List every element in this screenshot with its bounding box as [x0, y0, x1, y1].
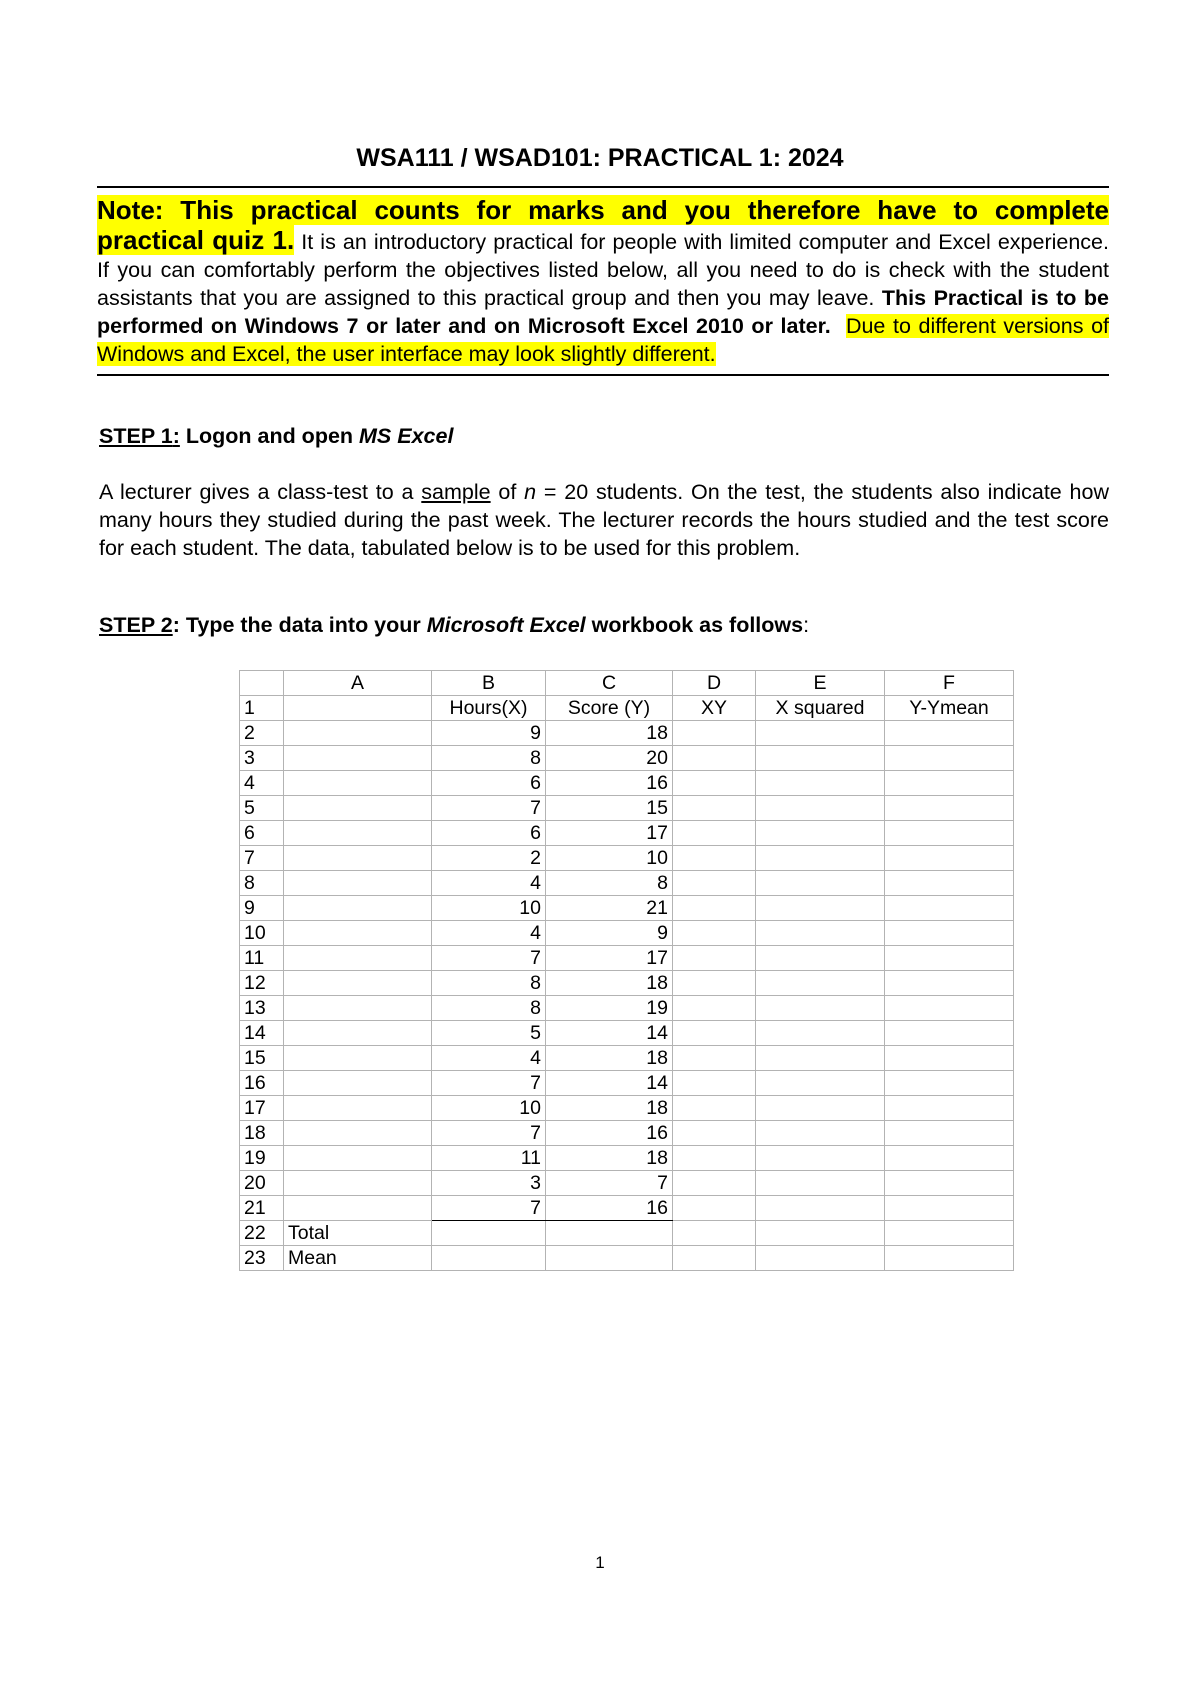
table-cell: [284, 996, 432, 1021]
table-row: [240, 921, 1014, 946]
table-cell: 19: [546, 996, 673, 1021]
note-warning: Due to different versions of Windows and Excel, the user interface may look slightly different.: [97, 314, 1109, 366]
table-cell: 16: [546, 1121, 673, 1146]
table-cell: [885, 721, 1014, 746]
table-cell: [756, 946, 885, 971]
row-number: 8: [240, 871, 284, 896]
row-number: 6: [240, 821, 284, 846]
table-row: [240, 971, 1014, 996]
table-cell: [546, 1246, 673, 1271]
table-cell: [284, 796, 432, 821]
row-label: Mean: [284, 1246, 432, 1271]
table-row: [240, 696, 1014, 721]
table-cell: [673, 746, 756, 771]
table-row: [240, 996, 1014, 1021]
note-paragraph: [97, 196, 1109, 368]
step1-heading: [99, 424, 453, 449]
table-cell: [284, 1021, 432, 1046]
para-part3: = 20 students. On the test, the students also indicate how many hours they studied during the past week. The lecturer records the hours studied and the test score for each student. The data, tabulated below is to be used for this problem.: [99, 480, 1110, 560]
table-cell: [673, 1046, 756, 1071]
table-cell: [885, 796, 1014, 821]
table-cell: [756, 1246, 885, 1271]
row-number: 12: [240, 971, 284, 996]
table-cell: 8: [432, 746, 546, 771]
column-letter: E: [756, 671, 885, 696]
note-body: It is an introductory practical for people with limited computer and Excel experience. If you can comfortably perform the objectives listed below, all you need to do is check with the student assistants that you are assigned to this practical group and then you may leave.: [97, 230, 1109, 310]
header-cell: [284, 696, 432, 721]
table-cell: [284, 1171, 432, 1196]
table-cell: 14: [546, 1021, 673, 1046]
table-cell: 11: [432, 1146, 546, 1171]
table-cell: 4: [432, 921, 546, 946]
table-row: [240, 871, 1014, 896]
table-cell: [284, 1146, 432, 1171]
table-cell: [885, 846, 1014, 871]
table-cell: [756, 1146, 885, 1171]
row-number: 7: [240, 846, 284, 871]
row-number: 2: [240, 721, 284, 746]
table-cell: 10: [432, 896, 546, 921]
table-cell: [756, 796, 885, 821]
table-cell: [673, 971, 756, 996]
corner-cell: [240, 671, 284, 696]
table-cell: [756, 1046, 885, 1071]
table-cell: 2: [432, 846, 546, 871]
row-number: 13: [240, 996, 284, 1021]
table-cell: 18: [546, 1096, 673, 1121]
table-cell: [673, 846, 756, 871]
table-cell: [673, 1246, 756, 1271]
row-number: 16: [240, 1071, 284, 1096]
table-cell: [885, 771, 1014, 796]
table-cell: [756, 971, 885, 996]
table-cell: [756, 1196, 885, 1221]
para-part2: of: [490, 480, 525, 504]
problem-paragraph: [99, 478, 1109, 562]
table-cell: [673, 1121, 756, 1146]
table-cell: [284, 1046, 432, 1071]
table-cell: [756, 1221, 885, 1246]
table-cell: [673, 821, 756, 846]
step2-label: STEP 2: [99, 613, 173, 637]
column-letter: B: [432, 671, 546, 696]
step1-label: STEP 1: [99, 424, 173, 448]
table-row: [240, 1071, 1014, 1096]
table-cell: [546, 1221, 673, 1246]
row-label: Total: [284, 1221, 432, 1246]
para-n: n: [524, 480, 537, 504]
table-cell: [284, 771, 432, 796]
table-cell: [885, 1046, 1014, 1071]
table-cell: 8: [432, 971, 546, 996]
table-row: [240, 721, 1014, 746]
spreadsheet-table: [239, 670, 1014, 1271]
step2-heading: [99, 613, 809, 638]
table-cell: 6: [432, 771, 546, 796]
table-row: [240, 1021, 1014, 1046]
table-row: [240, 796, 1014, 821]
table-cell: [673, 946, 756, 971]
table-cell: [284, 821, 432, 846]
table-cell: [885, 896, 1014, 921]
table-cell: [673, 921, 756, 946]
table-cell: [885, 1121, 1014, 1146]
header-cell: Y-Ymean: [885, 696, 1014, 721]
step2-text2: workbook as follows: [585, 613, 804, 637]
table-cell: 3: [432, 1171, 546, 1196]
table-cell: 15: [546, 796, 673, 821]
row-number: 5: [240, 796, 284, 821]
table-cell: [673, 1171, 756, 1196]
table-cell: [673, 721, 756, 746]
column-letter: A: [284, 671, 432, 696]
row-number: 19: [240, 1146, 284, 1171]
table-cell: [885, 746, 1014, 771]
table-cell: [885, 1221, 1014, 1246]
table-cell: [756, 1071, 885, 1096]
table-cell: [284, 921, 432, 946]
table-cell: 7: [432, 946, 546, 971]
table-row: [240, 821, 1014, 846]
step2-italic: Microsoft Excel: [426, 613, 586, 637]
table-cell: [673, 796, 756, 821]
row-number: 1: [240, 696, 284, 721]
row-number: 14: [240, 1021, 284, 1046]
table-cell: [756, 1021, 885, 1046]
header-cell: Hours(X): [432, 696, 546, 721]
table-cell: [673, 896, 756, 921]
table-cell: 6: [432, 821, 546, 846]
table-cell: [284, 846, 432, 871]
table-cell: [885, 946, 1014, 971]
column-letter: D: [673, 671, 756, 696]
table-cell: [284, 1096, 432, 1121]
table-cell: 7: [432, 796, 546, 821]
table-row: [240, 1121, 1014, 1146]
table-cell: 14: [546, 1071, 673, 1096]
table-cell: [885, 1146, 1014, 1171]
table-cell: [756, 896, 885, 921]
note-requirement: This Practical is to be performed on Windows 7 or later and on Microsoft Excel 2010 or later.: [97, 286, 1109, 338]
table-cell: [284, 746, 432, 771]
row-number: 15: [240, 1046, 284, 1071]
table-cell: [885, 1071, 1014, 1096]
table-cell: [284, 721, 432, 746]
header-cell: XY: [673, 696, 756, 721]
table-cell: [756, 996, 885, 1021]
row-number: 23: [240, 1246, 284, 1271]
table-cell: [284, 1196, 432, 1221]
table-cell: [756, 871, 885, 896]
table-cell: [756, 921, 885, 946]
table-cell: [756, 746, 885, 771]
table-cell: 18: [546, 1046, 673, 1071]
table-cell: [673, 871, 756, 896]
table-cell: [885, 871, 1014, 896]
row-number: 9: [240, 896, 284, 921]
header-cell: X squared: [756, 696, 885, 721]
table-cell: [284, 971, 432, 996]
table-cell: [885, 971, 1014, 996]
table-cell: 16: [546, 771, 673, 796]
table-cell: [756, 721, 885, 746]
table-cell: 4: [432, 1046, 546, 1071]
table-cell: 21: [546, 896, 673, 921]
table-cell: [673, 1021, 756, 1046]
column-letter: F: [885, 671, 1014, 696]
para-part1: A lecturer gives a class-test to a: [99, 480, 422, 504]
note-heading: Note: This practical counts for marks and you therefore have to complete practical quiz 1.: [97, 195, 1109, 255]
page-title: WSA111 / WSAD101: PRACTICAL 1: 2024: [356, 144, 844, 172]
table-cell: 5: [432, 1021, 546, 1046]
page-number: 1: [595, 1553, 605, 1572]
table-cell: [673, 1146, 756, 1171]
table-cell: [885, 1171, 1014, 1196]
table-row: [240, 1171, 1014, 1196]
table-row: [240, 1146, 1014, 1171]
step2-colon: :: [803, 613, 810, 637]
table-cell: [885, 1096, 1014, 1121]
step2-text1: : Type the data into your: [172, 613, 427, 637]
table-cell: [673, 1196, 756, 1221]
table-cell: 18: [546, 1146, 673, 1171]
table-cell: 10: [432, 1096, 546, 1121]
header-cell: Score (Y): [546, 696, 673, 721]
table-cell: 7: [432, 1196, 546, 1221]
table-cell: [284, 1071, 432, 1096]
table-cell: 20: [546, 746, 673, 771]
table-cell: [885, 821, 1014, 846]
step1-sep: :: [172, 424, 180, 448]
table-cell: 7: [546, 1171, 673, 1196]
table-row: [240, 1196, 1014, 1221]
table-row: [240, 1046, 1014, 1071]
table-cell: 17: [546, 946, 673, 971]
column-header-row: [240, 671, 1014, 696]
table-row: [240, 1096, 1014, 1121]
step1-italic: MS Excel: [359, 424, 454, 448]
table-cell: [432, 1221, 546, 1246]
table-cell: [673, 1071, 756, 1096]
table-cell: [885, 1246, 1014, 1271]
row-number: 21: [240, 1196, 284, 1221]
table-cell: 4: [432, 871, 546, 896]
table-row: [240, 746, 1014, 771]
table-cell: 8: [546, 871, 673, 896]
table-cell: [432, 1246, 546, 1271]
table-cell: 8: [432, 996, 546, 1021]
table-cell: 16: [546, 1196, 673, 1221]
table-cell: [673, 1221, 756, 1246]
table-cell: [284, 896, 432, 921]
table-cell: 18: [546, 721, 673, 746]
table-cell: 9: [432, 721, 546, 746]
table-cell: [673, 996, 756, 1021]
table-row: [240, 946, 1014, 971]
table-cell: [885, 1196, 1014, 1221]
table-cell: [756, 1121, 885, 1146]
table-cell: 17: [546, 821, 673, 846]
step1-text: Logon and open: [179, 424, 360, 448]
table-row: [240, 896, 1014, 921]
column-letter: C: [546, 671, 673, 696]
table-cell: 7: [432, 1121, 546, 1146]
table-cell: [885, 921, 1014, 946]
table-cell: [284, 1121, 432, 1146]
row-number: 10: [240, 921, 284, 946]
row-number: 17: [240, 1096, 284, 1121]
row-number: 22: [240, 1221, 284, 1246]
table-cell: [673, 1096, 756, 1121]
table-cell: [885, 1021, 1014, 1046]
row-number: 3: [240, 746, 284, 771]
table-row: [240, 1221, 1014, 1246]
table-cell: [284, 946, 432, 971]
row-number: 4: [240, 771, 284, 796]
table-row: [240, 846, 1014, 871]
row-number: 20: [240, 1171, 284, 1196]
table-cell: [885, 996, 1014, 1021]
table-cell: [756, 771, 885, 796]
table-cell: 9: [546, 921, 673, 946]
note-box: [97, 186, 1109, 376]
table-cell: [756, 1171, 885, 1196]
table-row: [240, 771, 1014, 796]
para-sample: sample: [421, 480, 491, 504]
table-cell: [756, 821, 885, 846]
table-cell: 7: [432, 1071, 546, 1096]
table-row: [240, 1246, 1014, 1271]
table-cell: [673, 771, 756, 796]
table-cell: [284, 871, 432, 896]
table-cell: [756, 1096, 885, 1121]
table-cell: 10: [546, 846, 673, 871]
table-cell: [756, 846, 885, 871]
row-number: 11: [240, 946, 284, 971]
table-cell: 18: [546, 971, 673, 996]
row-number: 18: [240, 1121, 284, 1146]
